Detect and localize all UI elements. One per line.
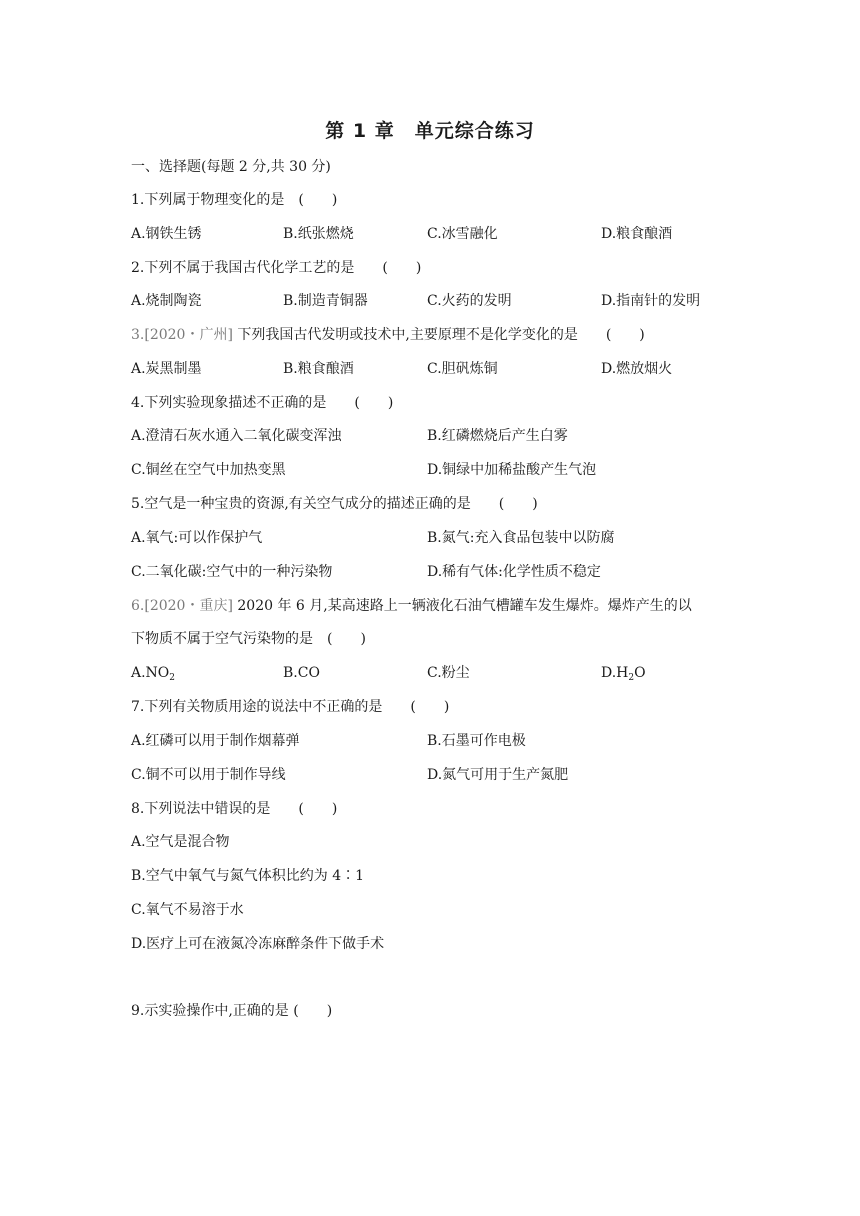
question-6-source: 6.[2020・重庆]: [131, 598, 233, 614]
question-3-option-d: D.燃放烟火: [601, 361, 673, 377]
question-3-stem: 下列我国古代发明或技术中,主要原理不是化学变化的是 ( ): [237, 327, 645, 343]
question-2-option-c: C.火药的发明: [427, 293, 512, 309]
question-7-option-a: A.红磷可以用于制作烟幕弹: [131, 733, 300, 749]
question-8-option-c: C.氧气不易溶于水: [131, 902, 244, 918]
question-6-option-b: B.CO: [283, 665, 320, 681]
question-1-stem: 1.下列属于物理变化的是 ( ): [131, 192, 338, 208]
question-3-stem-line: [131, 326, 645, 344]
question-5-stem: 5.空气是一种宝贵的资源,有关空气成分的描述正确的是 ( ): [131, 496, 538, 512]
question-2-option-a: A.烧制陶瓷: [131, 293, 202, 309]
question-3-option-c: C.胆矾炼铜: [427, 361, 498, 377]
question-6-stem-2: 下物质不属于空气污染物的是 ( ): [131, 631, 366, 647]
question-1-option-c: C.冰雪融化: [427, 226, 498, 242]
question-5-option-b: B.氮气:充入食品包装中以防腐: [427, 530, 615, 546]
question-2-stem: 2.下列不属于我国古代化学工艺的是 ( ): [131, 260, 422, 276]
question-7-option-b: B.石墨可作电极: [427, 733, 526, 749]
question-4-option-d: D.铜绿中加稀盐酸产生气泡: [427, 462, 597, 478]
question-4-stem: 4.下列实验现象描述不正确的是 ( ): [131, 395, 394, 411]
question-8-stem: 8.下列说法中错误的是 ( ): [131, 801, 338, 817]
section-heading: 一、选择题(每题 2 分,共 30 分): [131, 159, 331, 175]
question-1-option-d: D.粮食酿酒: [601, 226, 673, 242]
question-5-option-a: A.氧气:可以作保护气: [131, 530, 263, 546]
question-6-stem-1: 2020 年 6 月,某高速路上一辆液化石油气槽罐车发生爆炸。爆炸产生的以: [237, 598, 692, 614]
question-9-stem: 9.示实验操作中,正确的是 ( ): [131, 1003, 333, 1019]
question-5-option-c: C.二氧化碳:空气中的一种污染物: [131, 564, 333, 580]
question-8-option-a: A.空气是混合物: [131, 834, 230, 850]
page-title: 第 1 章 单元综合练习: [325, 120, 535, 142]
question-4-option-c: C.铜丝在空气中加热变黑: [131, 462, 286, 478]
question-4-option-b: B.红磷燃烧后产生白雾: [427, 428, 568, 444]
question-3-option-b: B.粮食酿酒: [283, 361, 354, 377]
question-6-option-a: $A.NO_2$: [131, 665, 176, 683]
question-7-option-c: C.铜不可以用于制作导线: [131, 767, 286, 783]
question-3-option-a: A.炭黑制墨: [131, 361, 202, 377]
question-8-option-d: D.医疗上可在液氮冷冻麻醉条件下做手术: [131, 936, 385, 952]
question-8-option-b: B.空气中氧气与氮气体积比约为 4∶1: [131, 868, 365, 884]
question-5-option-d: D.稀有气体:化学性质不稳定: [427, 564, 601, 580]
question-6-option-d: $D.H_2O$: [601, 665, 646, 683]
question-7-option-d: D.氮气可用于生产氮肥: [427, 767, 569, 783]
question-6-option-c: C.粉尘: [427, 665, 470, 681]
question-3-source: 3.[2020・广州]: [131, 327, 233, 343]
question-4-option-a: A.澄清石灰水通入二氧化碳变浑浊: [131, 428, 342, 444]
question-2-option-b: B.制造青铜器: [283, 293, 368, 309]
question-2-option-d: D.指南针的发明: [601, 293, 701, 309]
question-7-stem: 7.下列有关物质用途的说法中不正确的是 ( ): [131, 699, 450, 715]
question-1-option-a: A.钢铁生锈: [131, 226, 202, 242]
question-6-stem-line-1: [131, 597, 692, 615]
question-1-option-b: B.纸张燃烧: [283, 226, 354, 242]
